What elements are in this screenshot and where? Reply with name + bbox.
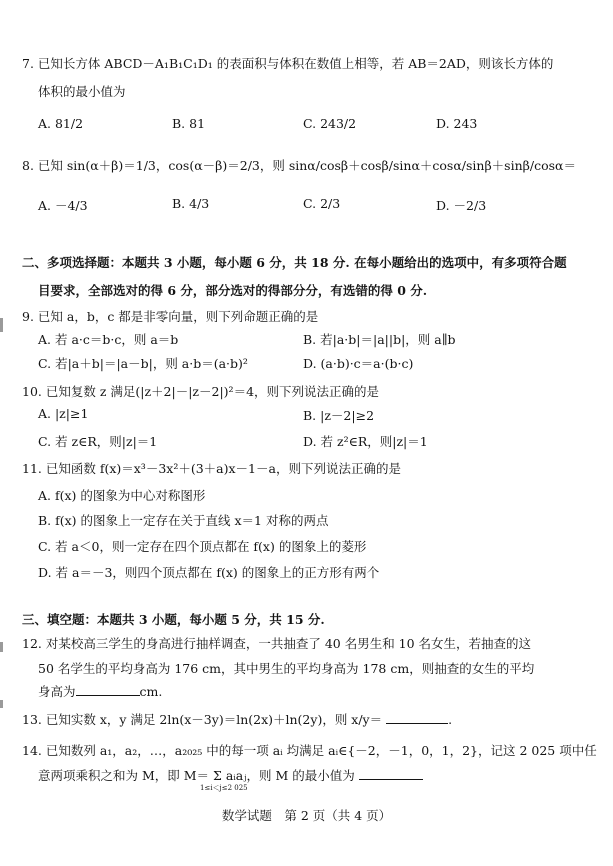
q7-line2: 体积的最小值为 <box>38 84 126 99</box>
q13-line <box>22 710 452 728</box>
scan-edge-mark <box>0 318 3 332</box>
q11-stem: 11. 已知函数 f(x)＝x³－3x²＋(3＋a)x－1－a，则下列说法正确的是 <box>22 461 401 476</box>
q11-option-a: A. f(x) 的图象为中心对称图形 <box>38 488 206 503</box>
q8-option-c: C. 2/3 <box>303 196 341 211</box>
q11-option-d: D. 若 a＝－3，则四个顶点都在 f(x) 的图象上的正方形有两个 <box>38 565 380 580</box>
q8-option-a: A. －4/3 <box>38 198 88 213</box>
q8-stem: 8. 已知 sin(α＋β)＝1/3，cos(α－β)＝2/3，则 sinα/cosβ＋cosβ/sinα＋cosα/sinβ＋sinβ/cosα＝ <box>22 158 576 173</box>
q14-answer-blank[interactable] <box>359 767 423 780</box>
q10-option-a: A. |z|≥1 <box>38 406 89 421</box>
section2-heading-line1: 二、多项选择题：本题共 3 小题，每小题 6 分，共 18 分. 在每小题给出的选项中，有多项符合题 <box>22 255 567 270</box>
q8-option-b: B. 4/3 <box>172 196 210 211</box>
q11-option-c: C. 若 a＜0，则一定存在四个顶点都在 f(x) 的图象上的菱形 <box>38 539 367 554</box>
q12-answer-blank[interactable] <box>76 683 140 696</box>
q7-option-a: A. 81/2 <box>38 116 84 131</box>
q10-option-d: D. 若 z²∈R，则|z|＝1 <box>303 434 428 449</box>
q10-option-b: B. |z－2|≥2 <box>303 408 375 423</box>
q14-sum-index: 1≤i＜j≤2 025 <box>200 784 248 792</box>
q10-option-c: C. 若 z∈R，则|z|＝1 <box>38 434 158 449</box>
q12-line3-prefix: 身高为 <box>38 684 76 699</box>
q14-stem: 意两项乘积之和为 M，即 M＝ Σ aᵢaⱼ，则 M 的最小值为 <box>38 768 355 783</box>
q11-option-b: B. f(x) 的图象上一定存在关于直线 x＝1 对称的两点 <box>38 513 329 528</box>
q12-line3-unit: cm. <box>139 684 163 699</box>
q14-line1: 14. 已知数列 a₁，a₂，…，a₂₀₂₅ 中的每一项 aᵢ 均满足 aᵢ∈{－2，－1，0，1，2}，记这 2 025 项中任 <box>22 743 597 758</box>
q12-line2: 50 名学生的平均身高为 176 cm，其中男生的平均身高为 178 cm，则抽查的女生的平均 <box>38 661 535 676</box>
q7-option-b: B. 81 <box>172 116 206 131</box>
q9-option-a: A. 若 a·c＝b·c，则 a＝b <box>38 332 179 347</box>
q12-line3 <box>38 682 162 700</box>
q7-option-d: D. 243 <box>436 116 478 131</box>
q12-line1: 12. 对某校高三学生的身高进行抽样调查，一共抽查了 40 名男生和 10 名女生，若抽查的这 <box>22 636 532 651</box>
scan-edge-mark <box>0 642 3 652</box>
q7-option-c: C. 243/2 <box>303 116 357 131</box>
q9-option-c: C. 若|a＋b|＝|a－b|，则 a·b＝(a·b)² <box>38 356 248 371</box>
q9-option-b: B. 若|a·b|＝|a||b|，则 a∥b <box>303 332 456 347</box>
scan-edge-mark <box>0 700 3 708</box>
section2-heading-line2: 目要求，全部选对的得 6 分，部分选对的得部分分，有选错的得 0 分. <box>38 283 428 298</box>
q13-answer-blank[interactable] <box>386 711 448 724</box>
q13-end: . <box>448 712 453 727</box>
q14-line2 <box>38 766 423 784</box>
q10-stem: 10. 已知复数 z 满足(|z＋2|－|z－2|)²＝4，则下列说法正确的是 <box>22 384 380 399</box>
q13-stem: 13. 已知实数 x，y 满足 2ln(x－3y)＝ln(2x)＋ln(2y)，则 x/y＝ <box>22 712 383 727</box>
q8-option-d: D. －2/3 <box>436 198 487 213</box>
page-footer: 数学试题 第 2 页（共 4 页） <box>221 808 392 823</box>
q7-line1: 7. 已知长方体 ABCD－A₁B₁C₁D₁ 的表面积与体积在数值上相等，若 AB＝2AD，则该长方体的 <box>22 56 554 71</box>
q9-option-d: D. (a·b)·c＝a·(b·c) <box>303 356 414 371</box>
q9-stem: 9. 已知 a，b，c 都是非零向量，则下列命题正确的是 <box>22 309 319 324</box>
section3-heading: 三、填空题：本题共 3 小题，每小题 5 分，共 15 分. <box>22 612 325 627</box>
